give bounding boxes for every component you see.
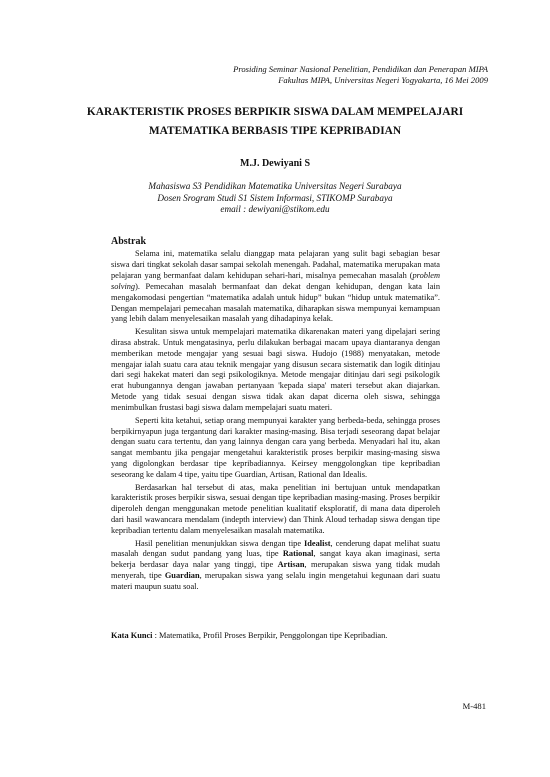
- paper-title: [70, 103, 480, 141]
- abstract-p5-text-d: , sangat kaya akan imaginasi, serta bekerja berdasar daya nalar yang tinggi, tipe: [111, 549, 440, 570]
- abstract-p1-emphasis: problem solving: [111, 270, 440, 291]
- header-line-2: Fakultas MIPA, Universitas Negeri Yogyakarta, 16 Mei 2009: [278, 75, 488, 85]
- abstract-p5-artisan: Artisan: [277, 560, 305, 570]
- abstract-p5-text-f: , merupakan siswa yang selalu ingin mengetahui kegunaan dari suatu materi maupun suatu soal.: [111, 571, 440, 592]
- abstract-paragraph-1: [111, 249, 440, 325]
- running-header: [233, 64, 488, 86]
- abstract-paragraph-5: [111, 539, 440, 594]
- abstract-p1-text-b: ). Pemecahan masalah bermanfaat dan dekat dengan kehidupan, dengan kata lain mengakomodasi pengertian “matematika adalah untuk hidup” bukan “hidup untuk matematika”. Dengan mempelajari pemecahan masalah matematika, diharapkan siswa mempunyai kemampuan yang lebih dalam menyelesaikan masalah yang dihadapinya kelak.: [111, 281, 440, 324]
- affiliation-email: email : dewiyani@stikom.edu: [220, 204, 330, 215]
- title-line-2: MATEMATIKA BERBASIS TIPE KEPRIBADIAN: [148, 125, 402, 137]
- abstract-p5-text-a: Hasil penelitian menunjukkan siswa dengan tipe: [135, 538, 305, 548]
- abstract-paragraph-2: Kesulitan siswa untuk mempelajari matematika dikarenakan materi yang dipelajari sering dirasa abstrak. Untuk mengatasinya, perlu dilakukan berbagai macam upaya diantaranya dengan memberikan metode mengajar yang sesuai bagi siswa. Hudojo (1988) menyatakan, metode mengajar ialah suatu cara atau teknik mengajar yang disusun secara sistematik dan logik ditinjau dari segi hakekat materi dan segi psikologiknya. Metode mengajar ditinjau dari segi psikologik erat hubungannya dengan jawaban pertanyaan 'kepada siapa' materi tersebut akan diajarkan. Metode yang tidak sesuai dengan siswa tidak akan dapat dicerna oleh siswa, sehingga menimbulkan frustasi bagi siswa dalam mempelajari suatu materi.: [111, 326, 440, 413]
- affiliation-line-1: Mahasiswa S3 Pendidikan Matematika Universitas Negeri Surabaya: [148, 181, 402, 191]
- page-number: M-481: [462, 701, 486, 711]
- author-name: M.J. Dewiyani S: [240, 158, 310, 169]
- title-line-1: KARAKTERISTIK PROSES BERPIKIR SISWA DALAM MEMPELAJARI: [86, 106, 464, 118]
- author-affiliation: [70, 181, 480, 216]
- abstract-p5-guardian: Guardian: [164, 571, 200, 581]
- abstract-heading: Abstrak: [111, 236, 147, 247]
- abstract-p1-text-a: Selama ini, matematika selalu dianggap mata pelajaran yang sulit bagi sebagian besar siswa dari tingkat sekolah dasar sampai sekolah menengah. Padahal, matematika merupakan mata pelajaran yang bermanfaat dalam kehidupan sehari-hari, misalnya pemecahan masalah (: [111, 249, 440, 280]
- abstract-p5-rational: Rational: [282, 549, 314, 559]
- abstract-body: [111, 249, 440, 595]
- abstract-p5-text-e: , merupakan siswa yang tidak mudah menyerah, tipe: [111, 560, 440, 581]
- header-line-1: Prosiding Seminar Nasional Penelitian, Pendidikan dan Penerapan MIPA: [233, 64, 488, 74]
- abstract-paragraph-4: Berdasarkan hal tersebut di atas, maka penelitian ini bertujuan untuk mendapatkan karakteristik proses berpikir siswa, sesuai dengan tipe kepribadian masing-masing. Proses berpikir diperoleh dengan menggunakan metode penelitian kualitatif eksploratif, di mana data diperoleh dari hasil wawancara mendalam (indepth interview) dan Think Aloud terhadap siswa dengan tipe kepribadian tertentu dalam menyelesaikan masalah matematika.: [111, 482, 440, 536]
- keywords-text: : Matematika, Profil Proses Berpikir, Penggolongan tipe Kepribadian.: [152, 631, 388, 640]
- keywords-label: Kata Kunci: [111, 631, 153, 640]
- keywords: [111, 631, 446, 640]
- abstract-paragraph-3: Seperti kita ketahui, setiap orang mempunyai karakter yang berbeda-beda, sehingga proses berpikirnyapun juga tergantung dari karakter masing-masing. Bisa terjadi seseorang dapat belajar dengan suatu cara tertentu, dan yang lainnya dengan cara yang berbeda. Menyadari hal itu, akan sangat membantu jika pengajar mengetahui karakteristik proses berpikir masing-masing siswa yang digolongkan berdasar tipe kepribadiannya. Keirsey menggolongkan tipe kepribadian seseorang ke dalam 4 tipe, yaitu tipe Guardian, Artisan, Rational dan Idealis.: [111, 415, 440, 480]
- affiliation-line-2: Dosen Srogram Studi S1 Sistem Informasi, STIKOMP Surabaya: [157, 192, 393, 203]
- abstract-p5-text-c: , cenderung dapat melihat suatu masalah dengan sudut pandang yang luas, tipe: [111, 538, 440, 559]
- abstract-p5-idealist: Idealist: [304, 538, 331, 548]
